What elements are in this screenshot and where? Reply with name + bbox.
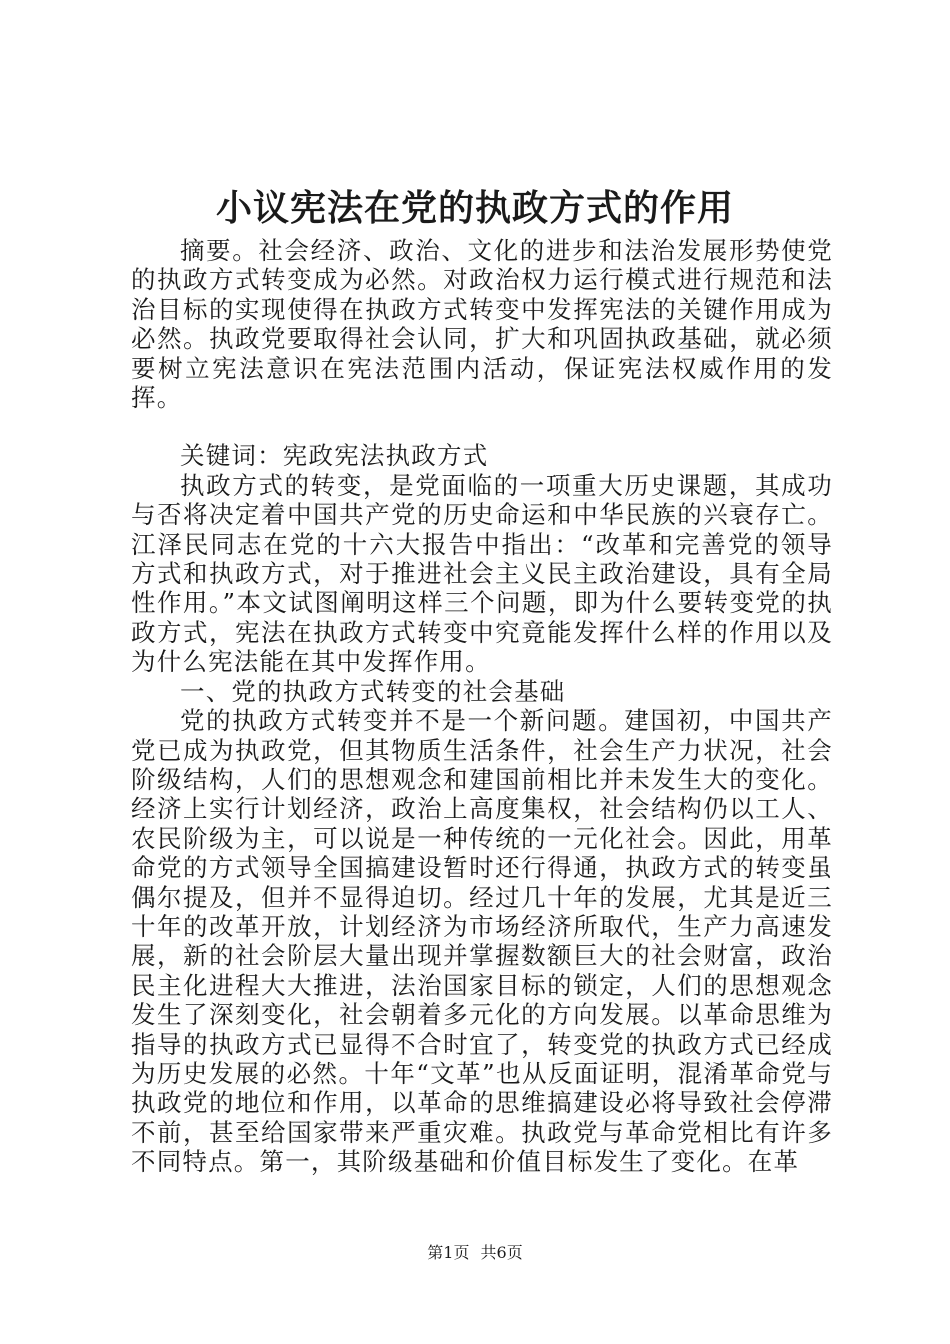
section-heading: 一、党的执政方式转变的社会基础 — [180, 676, 566, 706]
page-footer — [0, 1243, 950, 1263]
section-paragraph: 党的执政方式转变并不是一个新问题。建国初，中国共产党已成为执政党，但其物质生活条件，社会生产力状况，社会阶级结构，人们的思想观念和建国前相比并未发生大的变化。经济上实行计划经济，政治上高度集权，社会结构仍以工人、农民阶级为主，可以说是一种传统的一元化社会。因此，用革命党的方式领导全国搞建设暂时还行得通，执政方式的转变虽偶尔提及，但并不显得迫切。经过几十年的发展，尤其是近三十年的改革开放，计划经济为市场经济所取代，生产力高速发展，新的社会阶层大量出现并掌握数额巨大的社会财富，政治民主化进程大大推进，法治国家目标的锁定，人们的思想观念发生了深刻变化，社会朝着多元化的方向发展。以革命思维为指导的执政方式已显得不合时宜了，转变党的执政方式已经成为历史发展的必然。十年“文革”也从反面证明，混淆革命党与执政党的地位和作用，以革命的思维搞建设必将导致社会停滞不前，甚至给国家带来严重灾难。执政党与革命党相比有许多不同特点。第一，其阶级基础和价值目标发生了变化。在革 — [131, 706, 833, 1177]
page-number: 第1页 — [427, 1243, 470, 1262]
intro-paragraph: 执政方式的转变，是党面临的一项重大历史课题，其成功与否将决定着中国共产党的历史命运和中华民族的兴衰存亡。江泽民同志在党的十六大报告中指出：“改革和完善党的领导方式和执政方式，对于推进社会主义民主政治建设，具有全局性作用。”本文试图阐明这样三个问题，即为什么要转变党的执政方式，宪法在执政方式转变中究竟能发挥什么样的作用以及为什么宪法能在其中发挥作用。 — [131, 470, 833, 677]
abstract-paragraph: 摘要。社会经济、政治、文化的进步和法治发展形势使党的执政方式转变成为必然。对政治权力运行模式进行规范和法治目标的实现使得在执政方式转变中发挥宪法的关键作用成为必然。执政党要取得社会认同，扩大和巩固执政基础，就必须要树立宪法意识在宪法范围内活动，保证宪法权威作用的发挥。 — [131, 236, 833, 413]
document-body — [131, 236, 833, 1177]
page-total: 共6页 — [480, 1243, 523, 1262]
document-title: 小议宪法在党的执政方式的作用 — [215, 187, 734, 229]
keywords-paragraph: 关键词：宪政宪法执政方式 — [180, 441, 489, 471]
